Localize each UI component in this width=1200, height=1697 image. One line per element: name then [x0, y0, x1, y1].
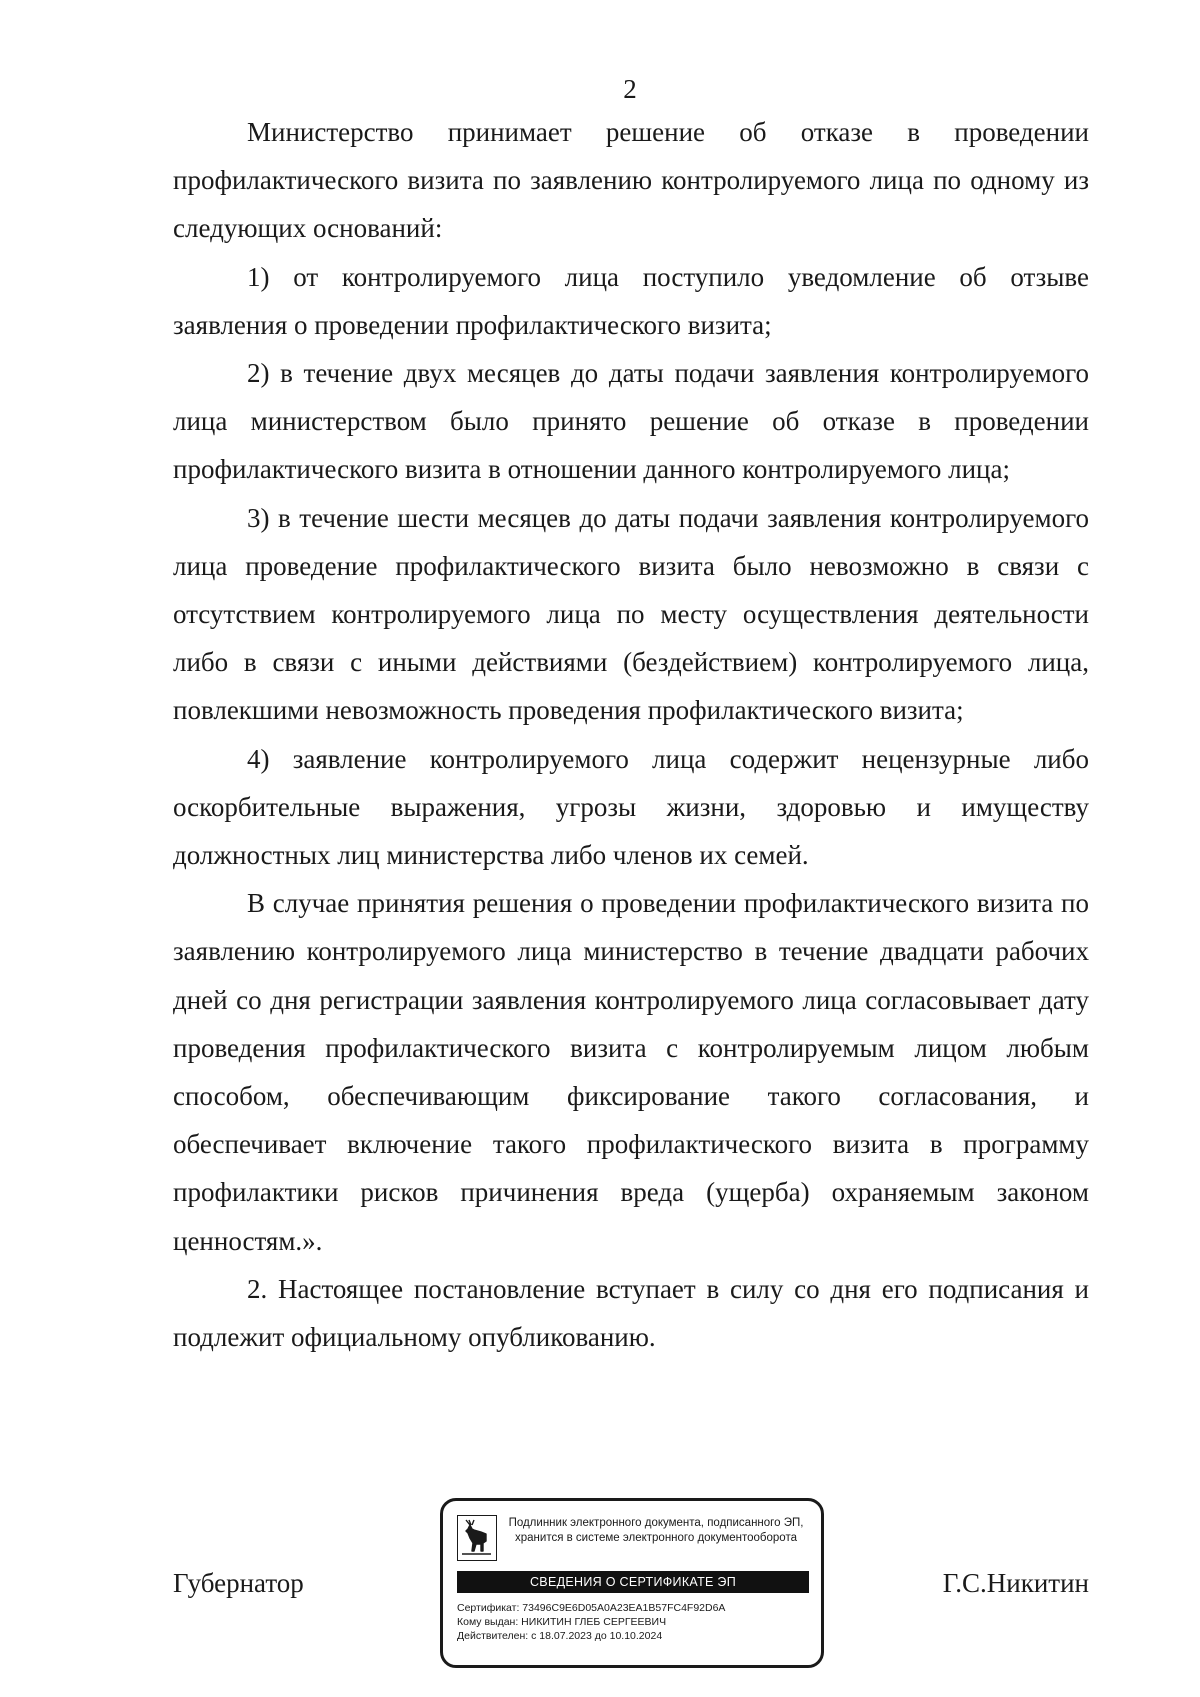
paragraph-refusal-grounds: Министерство принимает решение об отказе в проведении профилактического визита по заявлению контролируемого лица по одному из следующих оснований: — [173, 117, 1089, 244]
certificate-validity: Действителен: с 18.07.2023 до 10.10.2024 — [457, 1630, 663, 1642]
signatory-position: Губернатор — [173, 1568, 304, 1598]
electronic-signature-stamp — [440, 1498, 824, 1668]
certificate-owner: Кому выдан: НИКИТИН ГЛЕБ СЕРГЕЕВИЧ — [457, 1616, 667, 1628]
page-number: 2 — [623, 74, 637, 104]
certificate-number: Сертификат: 73496C9E6D05A0A23EA1B57FC4F92D6A — [457, 1602, 726, 1614]
stamp-notice — [503, 1516, 809, 1546]
paragraph-ground-2: 2) в течение двух месяцев до даты подачи заявления контролируемого лица министерством было принято решение об отказе в проведении профилактического визита в отношении данного контролируемого лица; — [173, 358, 1089, 485]
paragraph-entry-into-force: 2. Настоящее постановление вступает в силу со дня его подписания и подлежит официальному опубликованию. — [173, 1273, 1089, 1353]
stamp-notice-line-2: хранится в системе электронного документооборота — [515, 1532, 797, 1544]
paragraph-ground-4: 4) заявление контролируемого лица содержит нецензурные либо оскорбительные выражения, угрозы жизни, здоровью и имуществу должностных лиц министерства либо членов их семей. — [173, 743, 1089, 871]
paragraph-visit-approval: В случае принятия решения о проведении профилактического визита по заявлению контролируемого лица министерство в течение двадцати рабочих дней со дня регистрации заявления контролируемого лица согласовывает дату проведения профилактического визита с контролируемым лицом любым способом, обеспечивающим фиксирование такого согласования, и обеспечивает включение такого профилактического визита в программу профилактики рисков причинения вреда (ущерба) охраняемым законом ценностям.». — [173, 888, 1089, 1256]
coat-of-arms-deer-icon — [457, 1515, 497, 1561]
paragraph-ground-3: 3) в течение шести месяцев до даты подачи заявления контролируемого лица проведение профилактического визита было невозможно в связи с отсутствием контролируемого лица по месту осуществления деятельности либо в связи с иными действиями (бездействием) контролируемого лица, повлекшими невозможность проведения профилактического визита; — [173, 502, 1089, 726]
stamp-certificate-details — [457, 1601, 809, 1643]
document-body — [173, 108, 1089, 1361]
paragraph-ground-1: 1) от контролируемого лица поступило уведомление об отзыве заявления о проведении профилактического визита; — [173, 261, 1089, 340]
signatory-name: Г.С.Никитин — [942, 1568, 1089, 1598]
stamp-certificate-header: СВЕДЕНИЯ О СЕРТИФИКАТЕ ЭП — [457, 1571, 809, 1593]
stamp-header-area — [457, 1515, 809, 1565]
stamp-notice-line-1: Подлинник электронного документа, подписанного ЭП, — [508, 1517, 804, 1529]
